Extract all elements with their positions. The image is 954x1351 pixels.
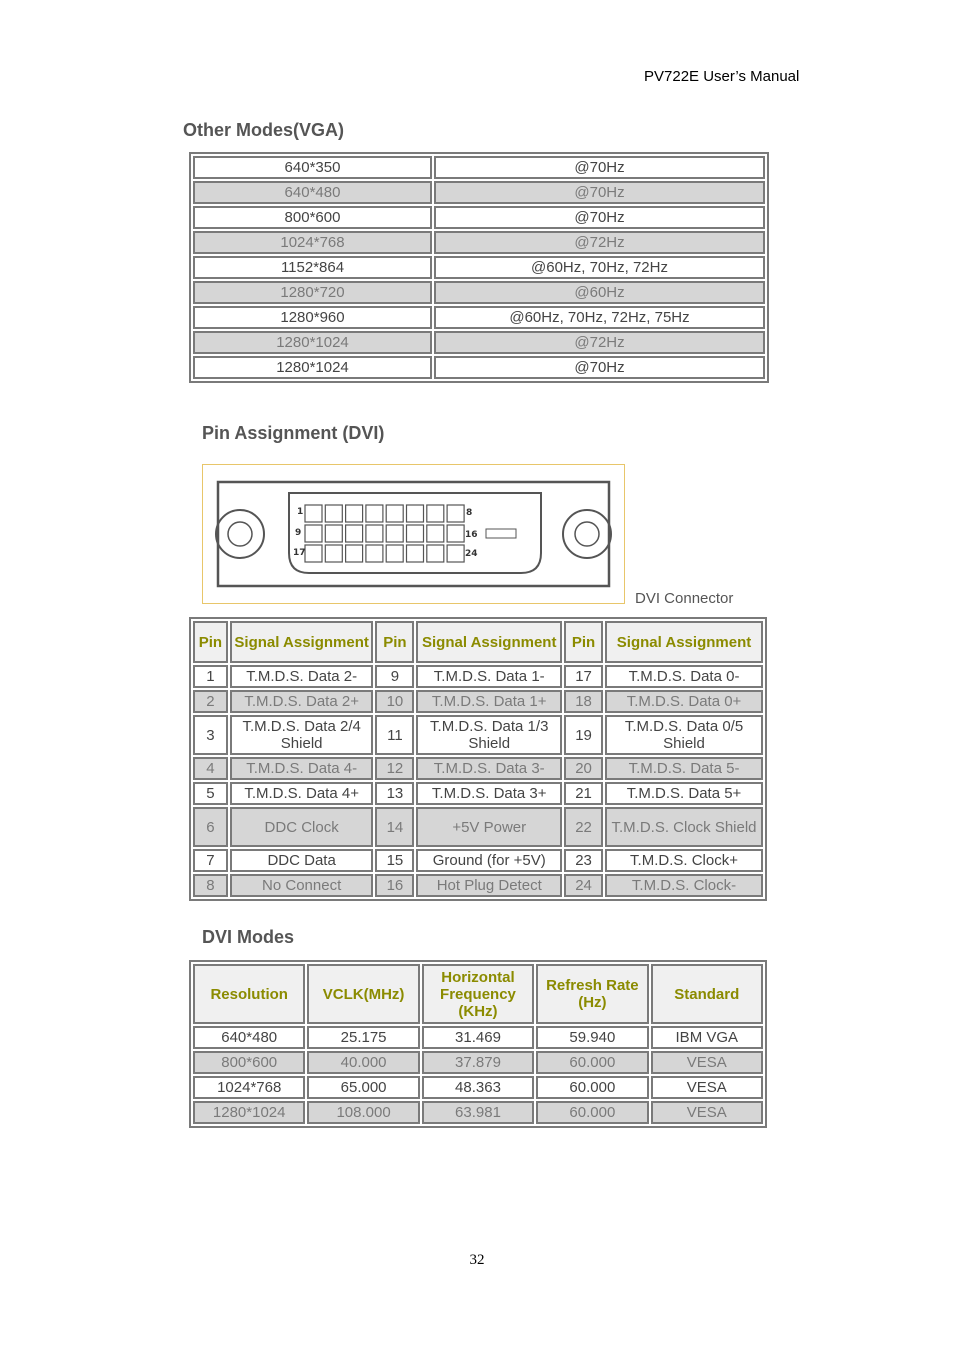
table-row	[193, 156, 765, 179]
pin-number-cell: 23	[564, 849, 603, 872]
table-row	[193, 1051, 763, 1074]
pin-number-cell: 6	[193, 807, 228, 847]
connector-pin	[366, 525, 383, 542]
dvi-modes-title: DVI Modes	[202, 927, 295, 947]
pin-number-cell: 17	[564, 665, 603, 688]
signal-cell: T.M.D.S. Data 0-	[605, 665, 763, 688]
resolution-cell: 1152*864	[193, 256, 432, 279]
table-cell: 59.940	[536, 1026, 648, 1049]
pin-assignment-title: Pin Assignment (DVI)	[202, 423, 385, 443]
signal-cell: T.M.D.S. Data 0+	[605, 690, 763, 713]
connector-pin	[305, 545, 322, 562]
pin-number-cell: 24	[564, 874, 603, 897]
connector-pin	[366, 505, 383, 522]
resolution-cell: 640*350	[193, 156, 432, 179]
frequency-cell: @70Hz	[434, 156, 765, 179]
signal-cell: T.M.D.S. Data 2+	[230, 690, 374, 713]
signal-cell: T.M.D.S. Data 3+	[416, 782, 562, 805]
connector-pin	[366, 545, 383, 562]
pin-label-9: 9	[295, 528, 302, 538]
connector-pin	[407, 505, 424, 522]
table-cell: 25.175	[307, 1026, 419, 1049]
pin-number-cell: 4	[193, 757, 228, 780]
signal-cell: DDC Data	[230, 849, 374, 872]
pin-header: Pin	[375, 621, 414, 663]
table-row	[193, 181, 765, 204]
resolution-cell: 1280*1024	[193, 331, 432, 354]
table-cell: 60.000	[536, 1076, 648, 1099]
signal-cell: T.M.D.S. Data 1+	[416, 690, 562, 713]
connector-pin	[447, 545, 464, 562]
signal-cell: T.M.D.S. Clock-	[605, 874, 763, 897]
pin-number-cell: 10	[375, 690, 414, 713]
table-cell: VESA	[651, 1076, 763, 1099]
pin-number-cell: 3	[193, 715, 228, 755]
signal-assignment-header: Signal Assignment	[230, 621, 374, 663]
pin-number-cell: 7	[193, 849, 228, 872]
table-row	[193, 256, 765, 279]
pin-label-1: 1	[297, 507, 304, 517]
table-row	[193, 331, 765, 354]
dvi-modes-table	[189, 960, 767, 1128]
dvi-connector-caption: DVI Connector	[635, 590, 734, 607]
pin-header: Pin	[193, 621, 228, 663]
signal-cell: T.M.D.S. Data 1/3 Shield	[416, 715, 562, 755]
table-row	[193, 231, 765, 254]
pin-label-24: 24	[465, 549, 478, 559]
table-cell: 40.000	[307, 1051, 419, 1074]
frequency-cell: @70Hz	[434, 181, 765, 204]
resolution-cell: 800*600	[193, 206, 432, 229]
signal-cell: T.M.D.S. Data 4+	[230, 782, 374, 805]
table-row	[193, 807, 763, 847]
frequency-cell: @60Hz	[434, 281, 765, 304]
pin-number-cell: 9	[375, 665, 414, 688]
pin-number-cell: 21	[564, 782, 603, 805]
table-cell: 1024*768	[193, 1076, 305, 1099]
table-cell: 1280*1024	[193, 1101, 305, 1124]
table-row	[193, 874, 763, 897]
frequency-cell: @70Hz	[434, 356, 765, 379]
signal-cell: No Connect	[230, 874, 374, 897]
table-row	[193, 665, 763, 688]
table-row	[193, 690, 763, 713]
resolution-cell: 1280*960	[193, 306, 432, 329]
table-cell: 48.363	[422, 1076, 534, 1099]
table-cell: 640*480	[193, 1026, 305, 1049]
signal-cell: T.M.D.S. Data 2/4 Shield	[230, 715, 374, 755]
table-cell: 65.000	[307, 1076, 419, 1099]
pin-label-16: 16	[465, 530, 478, 540]
resolution-cell: 1024*768	[193, 231, 432, 254]
connector-pin	[346, 525, 363, 542]
frequency-cell: @60Hz, 70Hz, 72Hz	[434, 256, 765, 279]
column-header: Resolution	[193, 964, 305, 1024]
connector-pin	[427, 505, 444, 522]
signal-cell: T.M.D.S. Clock+	[605, 849, 763, 872]
signal-cell: T.M.D.S. Data 5+	[605, 782, 763, 805]
column-header: Refresh Rate (Hz)	[536, 964, 648, 1024]
resolution-cell: 1280*720	[193, 281, 432, 304]
connector-pin	[427, 545, 444, 562]
signal-cell: T.M.D.S. Data 5-	[605, 757, 763, 780]
pin-number-cell: 13	[375, 782, 414, 805]
table-cell: 108.000	[307, 1101, 419, 1124]
table-cell: 60.000	[536, 1101, 648, 1124]
pin-number-cell: 8	[193, 874, 228, 897]
signal-cell: Hot Plug Detect	[416, 874, 562, 897]
signal-cell: +5V Power	[416, 807, 562, 847]
pin-number-cell: 19	[564, 715, 603, 755]
vga-modes-title: Other Modes(VGA)	[183, 120, 345, 140]
connector-pin	[386, 545, 403, 562]
connector-pin	[305, 505, 322, 522]
table-row	[193, 206, 765, 229]
signal-cell: T.M.D.S. Data 4-	[230, 757, 374, 780]
pin-number-cell: 20	[564, 757, 603, 780]
pin-label-17: 17	[293, 548, 306, 558]
pin-number-cell: 11	[375, 715, 414, 755]
frequency-cell: @70Hz	[434, 206, 765, 229]
frequency-cell: @60Hz, 70Hz, 72Hz, 75Hz	[434, 306, 765, 329]
pin-assignment-table	[189, 617, 767, 901]
signal-cell: T.M.D.S. Clock Shield	[605, 807, 763, 847]
resolution-cell: 640*480	[193, 181, 432, 204]
document-header: PV722E User’s Manual	[644, 68, 800, 85]
connector-pin	[386, 525, 403, 542]
pin-number-cell: 22	[564, 807, 603, 847]
pin-header: Pin	[564, 621, 603, 663]
connector-pin	[407, 525, 424, 542]
signal-cell: DDC Clock	[230, 807, 374, 847]
pin-number-cell: 1	[193, 665, 228, 688]
table-row	[193, 715, 763, 755]
connector-pin	[346, 505, 363, 522]
pin-number-cell: 15	[375, 849, 414, 872]
connector-pin	[407, 545, 424, 562]
table-cell: 31.469	[422, 1026, 534, 1049]
connector-pin	[386, 505, 403, 522]
table-cell: VESA	[651, 1101, 763, 1124]
connector-pin	[346, 545, 363, 562]
pin-number-cell: 12	[375, 757, 414, 780]
table-cell: 63.981	[422, 1101, 534, 1124]
table-cell: IBM VGA	[651, 1026, 763, 1049]
dvi-connector-drawing	[203, 465, 624, 603]
column-header: Horizontal Frequency (KHz)	[422, 964, 534, 1024]
table-cell: 60.000	[536, 1051, 648, 1074]
pin-number-cell: 16	[375, 874, 414, 897]
table-cell: 37.879	[422, 1051, 534, 1074]
signal-assignment-header: Signal Assignment	[605, 621, 763, 663]
connector-pin	[427, 525, 444, 542]
resolution-cell: 1280*1024	[193, 356, 432, 379]
column-header: Standard	[651, 964, 763, 1024]
signal-cell: T.M.D.S. Data 1-	[416, 665, 562, 688]
connector-pin	[325, 525, 342, 542]
connector-pin	[325, 545, 342, 562]
table-row	[193, 281, 765, 304]
signal-cell: Ground (for +5V)	[416, 849, 562, 872]
table-cell: VESA	[651, 1051, 763, 1074]
vga-modes-table	[189, 152, 769, 383]
pin-number-cell: 14	[375, 807, 414, 847]
signal-cell: T.M.D.S. Data 0/5 Shield	[605, 715, 763, 755]
pin-number-cell: 5	[193, 782, 228, 805]
table-row	[193, 356, 765, 379]
signal-assignment-header: Signal Assignment	[416, 621, 562, 663]
connector-pin	[447, 505, 464, 522]
table-row	[193, 1026, 763, 1049]
frequency-cell: @72Hz	[434, 331, 765, 354]
table-row	[193, 782, 763, 805]
pin-number-cell: 18	[564, 690, 603, 713]
table-row	[193, 849, 763, 872]
signal-cell: T.M.D.S. Data 2-	[230, 665, 374, 688]
connector-pin	[325, 505, 342, 522]
column-header: VCLK(MHz)	[307, 964, 419, 1024]
page-number: 32	[469, 1252, 485, 1268]
connector-pin	[305, 525, 322, 542]
table-row	[193, 1101, 763, 1124]
pin-label-8: 8	[466, 508, 473, 518]
signal-cell: T.M.D.S. Data 3-	[416, 757, 562, 780]
pin-number-cell: 2	[193, 690, 228, 713]
table-row	[193, 306, 765, 329]
table-cell: 800*600	[193, 1051, 305, 1074]
table-row	[193, 757, 763, 780]
frequency-cell: @72Hz	[434, 231, 765, 254]
connector-pin	[447, 525, 464, 542]
table-row	[193, 1076, 763, 1099]
dvi-connector-diagram	[202, 464, 625, 604]
